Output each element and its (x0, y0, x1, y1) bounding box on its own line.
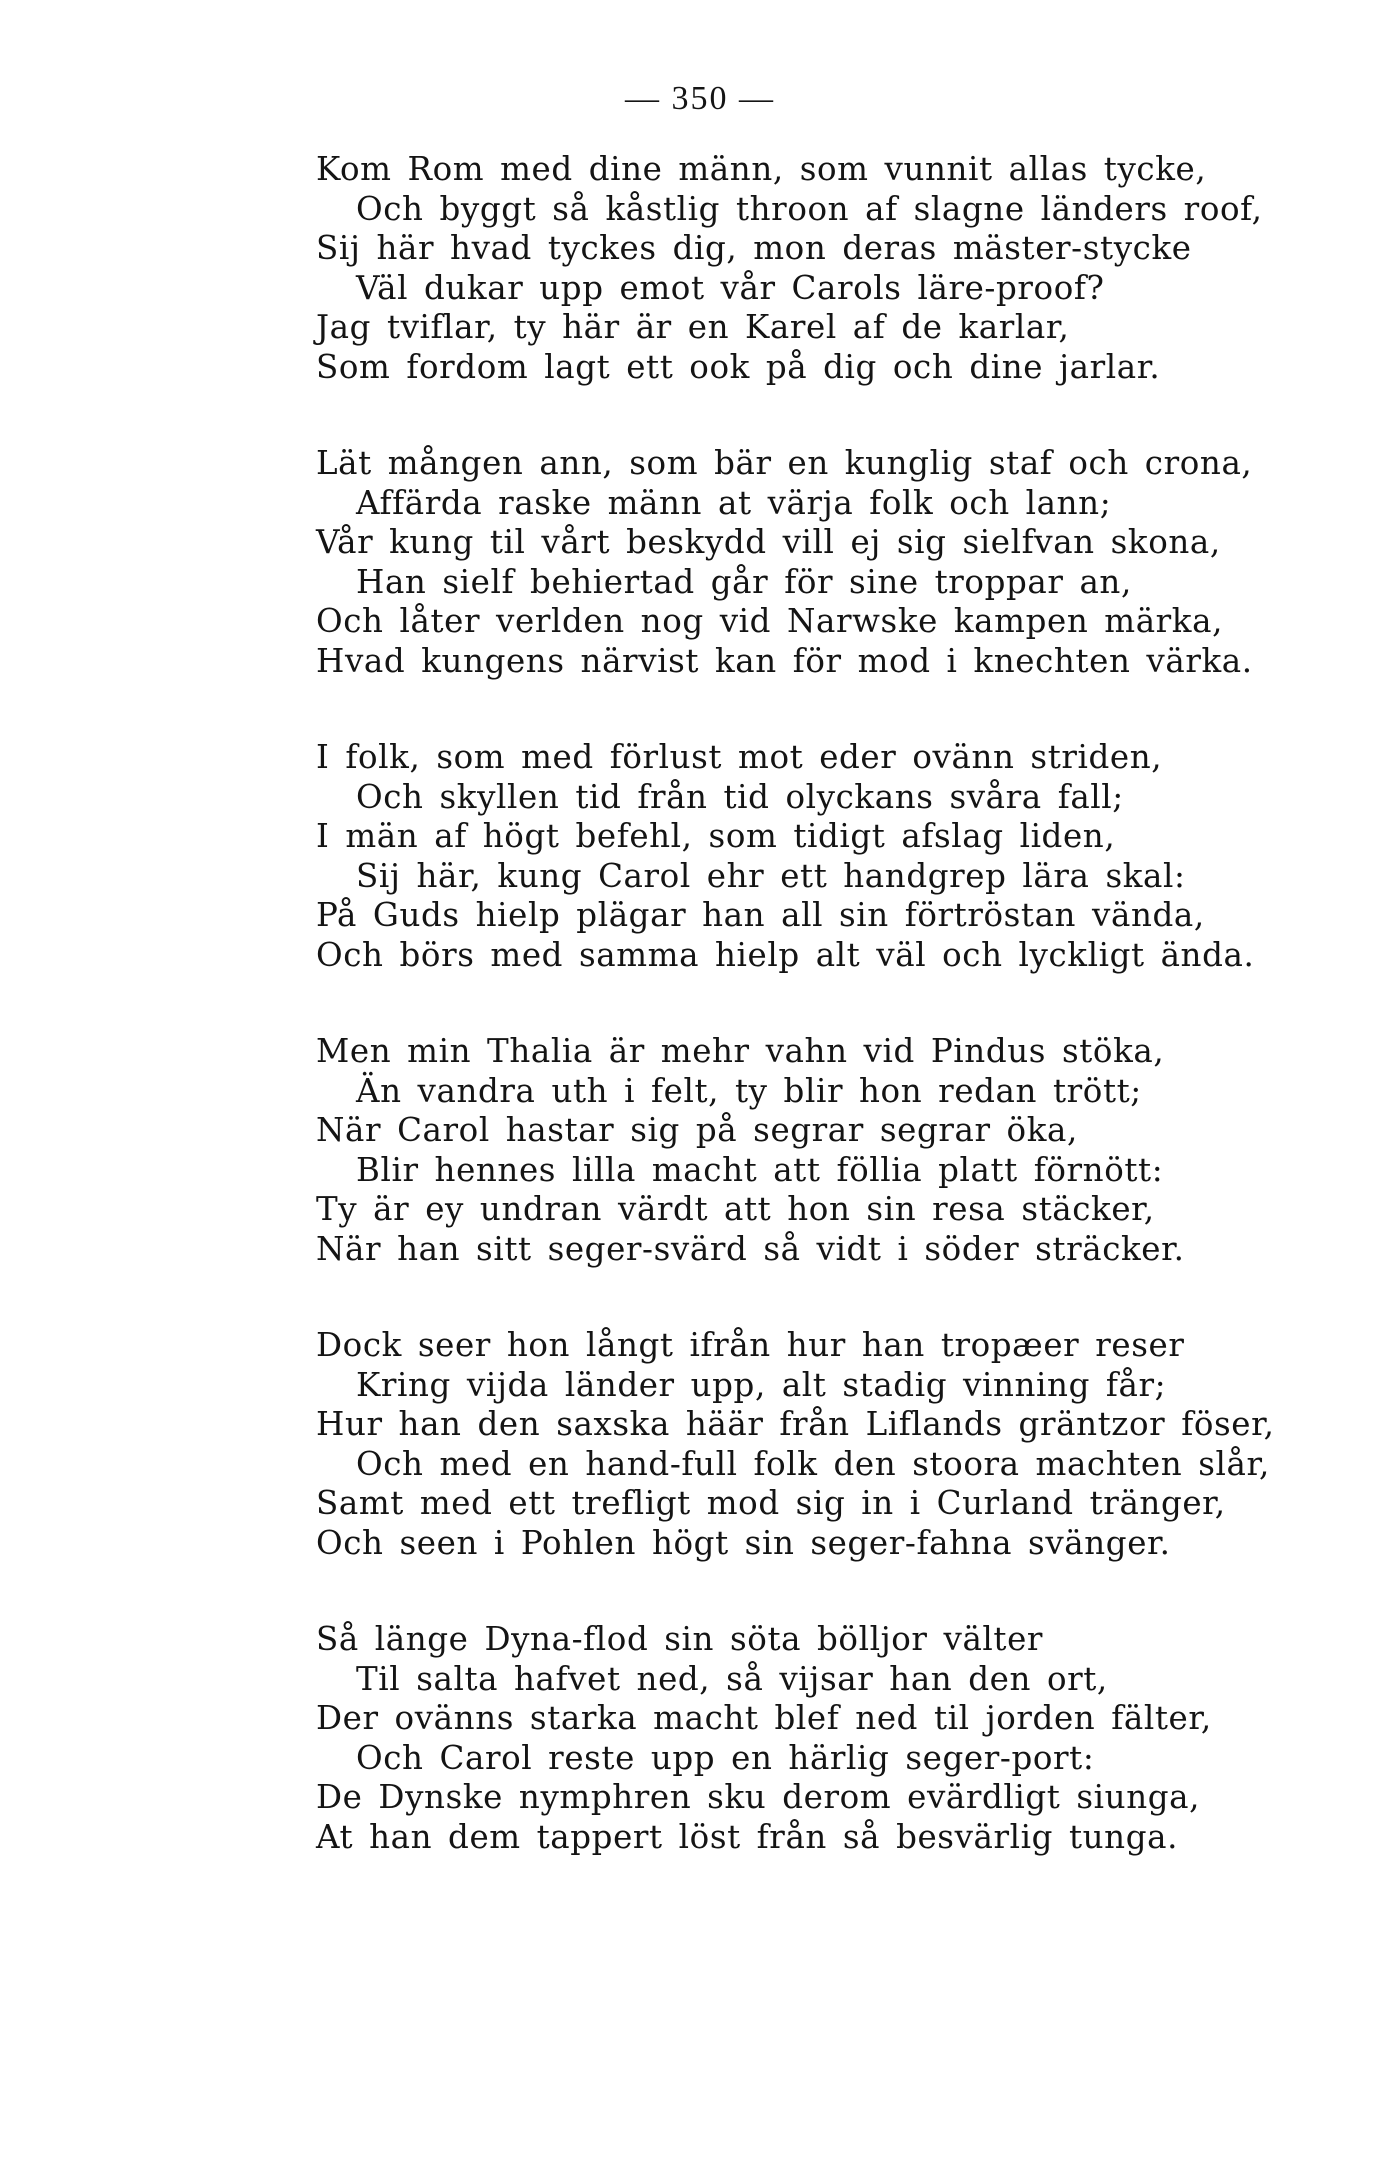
verse-line: Och Carol reste upp en härlig seger-port: (356, 1738, 1095, 1777)
verse-line: Som fordom lagt ett ook på dig och dine jarlar. (316, 347, 1161, 386)
verse-line: På Guds hielp plägar han all sin förtröstan vända, (316, 896, 1205, 934)
verse-line: Kom Rom med dine männ, som vunnit allas tycke, (316, 150, 1207, 188)
verse-line: Samt med ett trefligt mod sig in i Curland tränger, (316, 1484, 1226, 1522)
verse-line: Men min Thalia är mehr vahn vid Pindus stöka, (316, 1032, 1165, 1070)
stanza-6 (316, 1620, 1276, 1857)
verse-line: Dock seer hon långt ifrån hur han tropæer reser (316, 1326, 1185, 1364)
verse-line: Til salta hafvet ned, så vijsar han den ort, (356, 1659, 1108, 1698)
verse-line: Och seen i Pohlen högt sin seger-fahna svänger. (316, 1523, 1171, 1562)
verse-line: I män af högt befehl, som tidigt afslag liden, (316, 817, 1116, 855)
verse-line: Jag tviflar, ty här är en Karel af de karlar, (316, 308, 1070, 346)
stanza-4 (316, 1032, 1276, 1269)
verse-line: Hur han den saxska häär från Liflands gräntzor föser, (316, 1405, 1275, 1443)
poem (316, 150, 1276, 1914)
verse-line: Kring vijda länder upp, alt stadig vinning får; (356, 1365, 1167, 1404)
verse-line: Hvad kungens närvist kan för mod i knechten värka. (316, 641, 1253, 680)
verse-line: När han sitt seger-svärd så vidt i söder sträcker. (316, 1229, 1185, 1268)
verse-line: Vår kung til vårt beskydd vill ej sig sielfvan skona, (316, 523, 1221, 561)
verse-line: Sij här, kung Carol ehr ett handgrep lära skal: (356, 856, 1186, 895)
verse-line: Der ovänns starka macht blef ned til jorden fälter, (316, 1699, 1212, 1737)
verse-line: I folk, som med förlust mot eder ovänn striden, (316, 738, 1163, 776)
verse-line: Väl dukar upp emot vår Carols läre-proof? (356, 268, 1105, 307)
verse-line: Blir hennes lilla macht att föllia platt förnött: (356, 1150, 1164, 1189)
verse-line: Ty är ey undran värdt att hon sin resa stäcker, (316, 1190, 1155, 1228)
stanza-2 (316, 444, 1276, 681)
verse-line: När Carol hastar sig på segrar segrar öka, (316, 1111, 1078, 1149)
stanza-5 (316, 1326, 1276, 1563)
stanza-3 (316, 738, 1276, 975)
verse-line: Sij här hvad tyckes dig, mon deras mäster-stycke (316, 229, 1192, 267)
verse-line: Än vandra uth i felt, ty blir hon redan trött; (356, 1071, 1142, 1110)
verse-line: Och med en hand-full folk den stoora machten slår, (356, 1444, 1270, 1483)
page-number: — 350 — (625, 80, 775, 117)
verse-line: Och låter verlden nog vid Narwske kampen märka, (316, 602, 1224, 640)
verse-line: Och börs med samma hielp alt väl och lyckligt ända. (316, 935, 1255, 974)
verse-line: Lät mången ann, som bär en kunglig staf och crona, (316, 444, 1253, 482)
verse-line: Och skyllen tid från tid olyckans svåra fall; (356, 777, 1124, 816)
verse-line: Och byggt så kåstlig throon af slagne länders roof, (356, 189, 1263, 228)
verse-line: Han sielf behiertad går för sine troppar an, (356, 562, 1132, 601)
verse-line: Affärda raske männ at värja folk och lann; (356, 483, 1112, 522)
stanza-1 (316, 150, 1276, 387)
verse-line: De Dynske nymphren sku derom evärdligt siunga, (316, 1778, 1201, 1816)
verse-line: At han dem tappert löst från så besvärlig tunga. (316, 1817, 1179, 1856)
verse-line: Så länge Dyna-flod sin söta bölljor välter (316, 1620, 1044, 1658)
